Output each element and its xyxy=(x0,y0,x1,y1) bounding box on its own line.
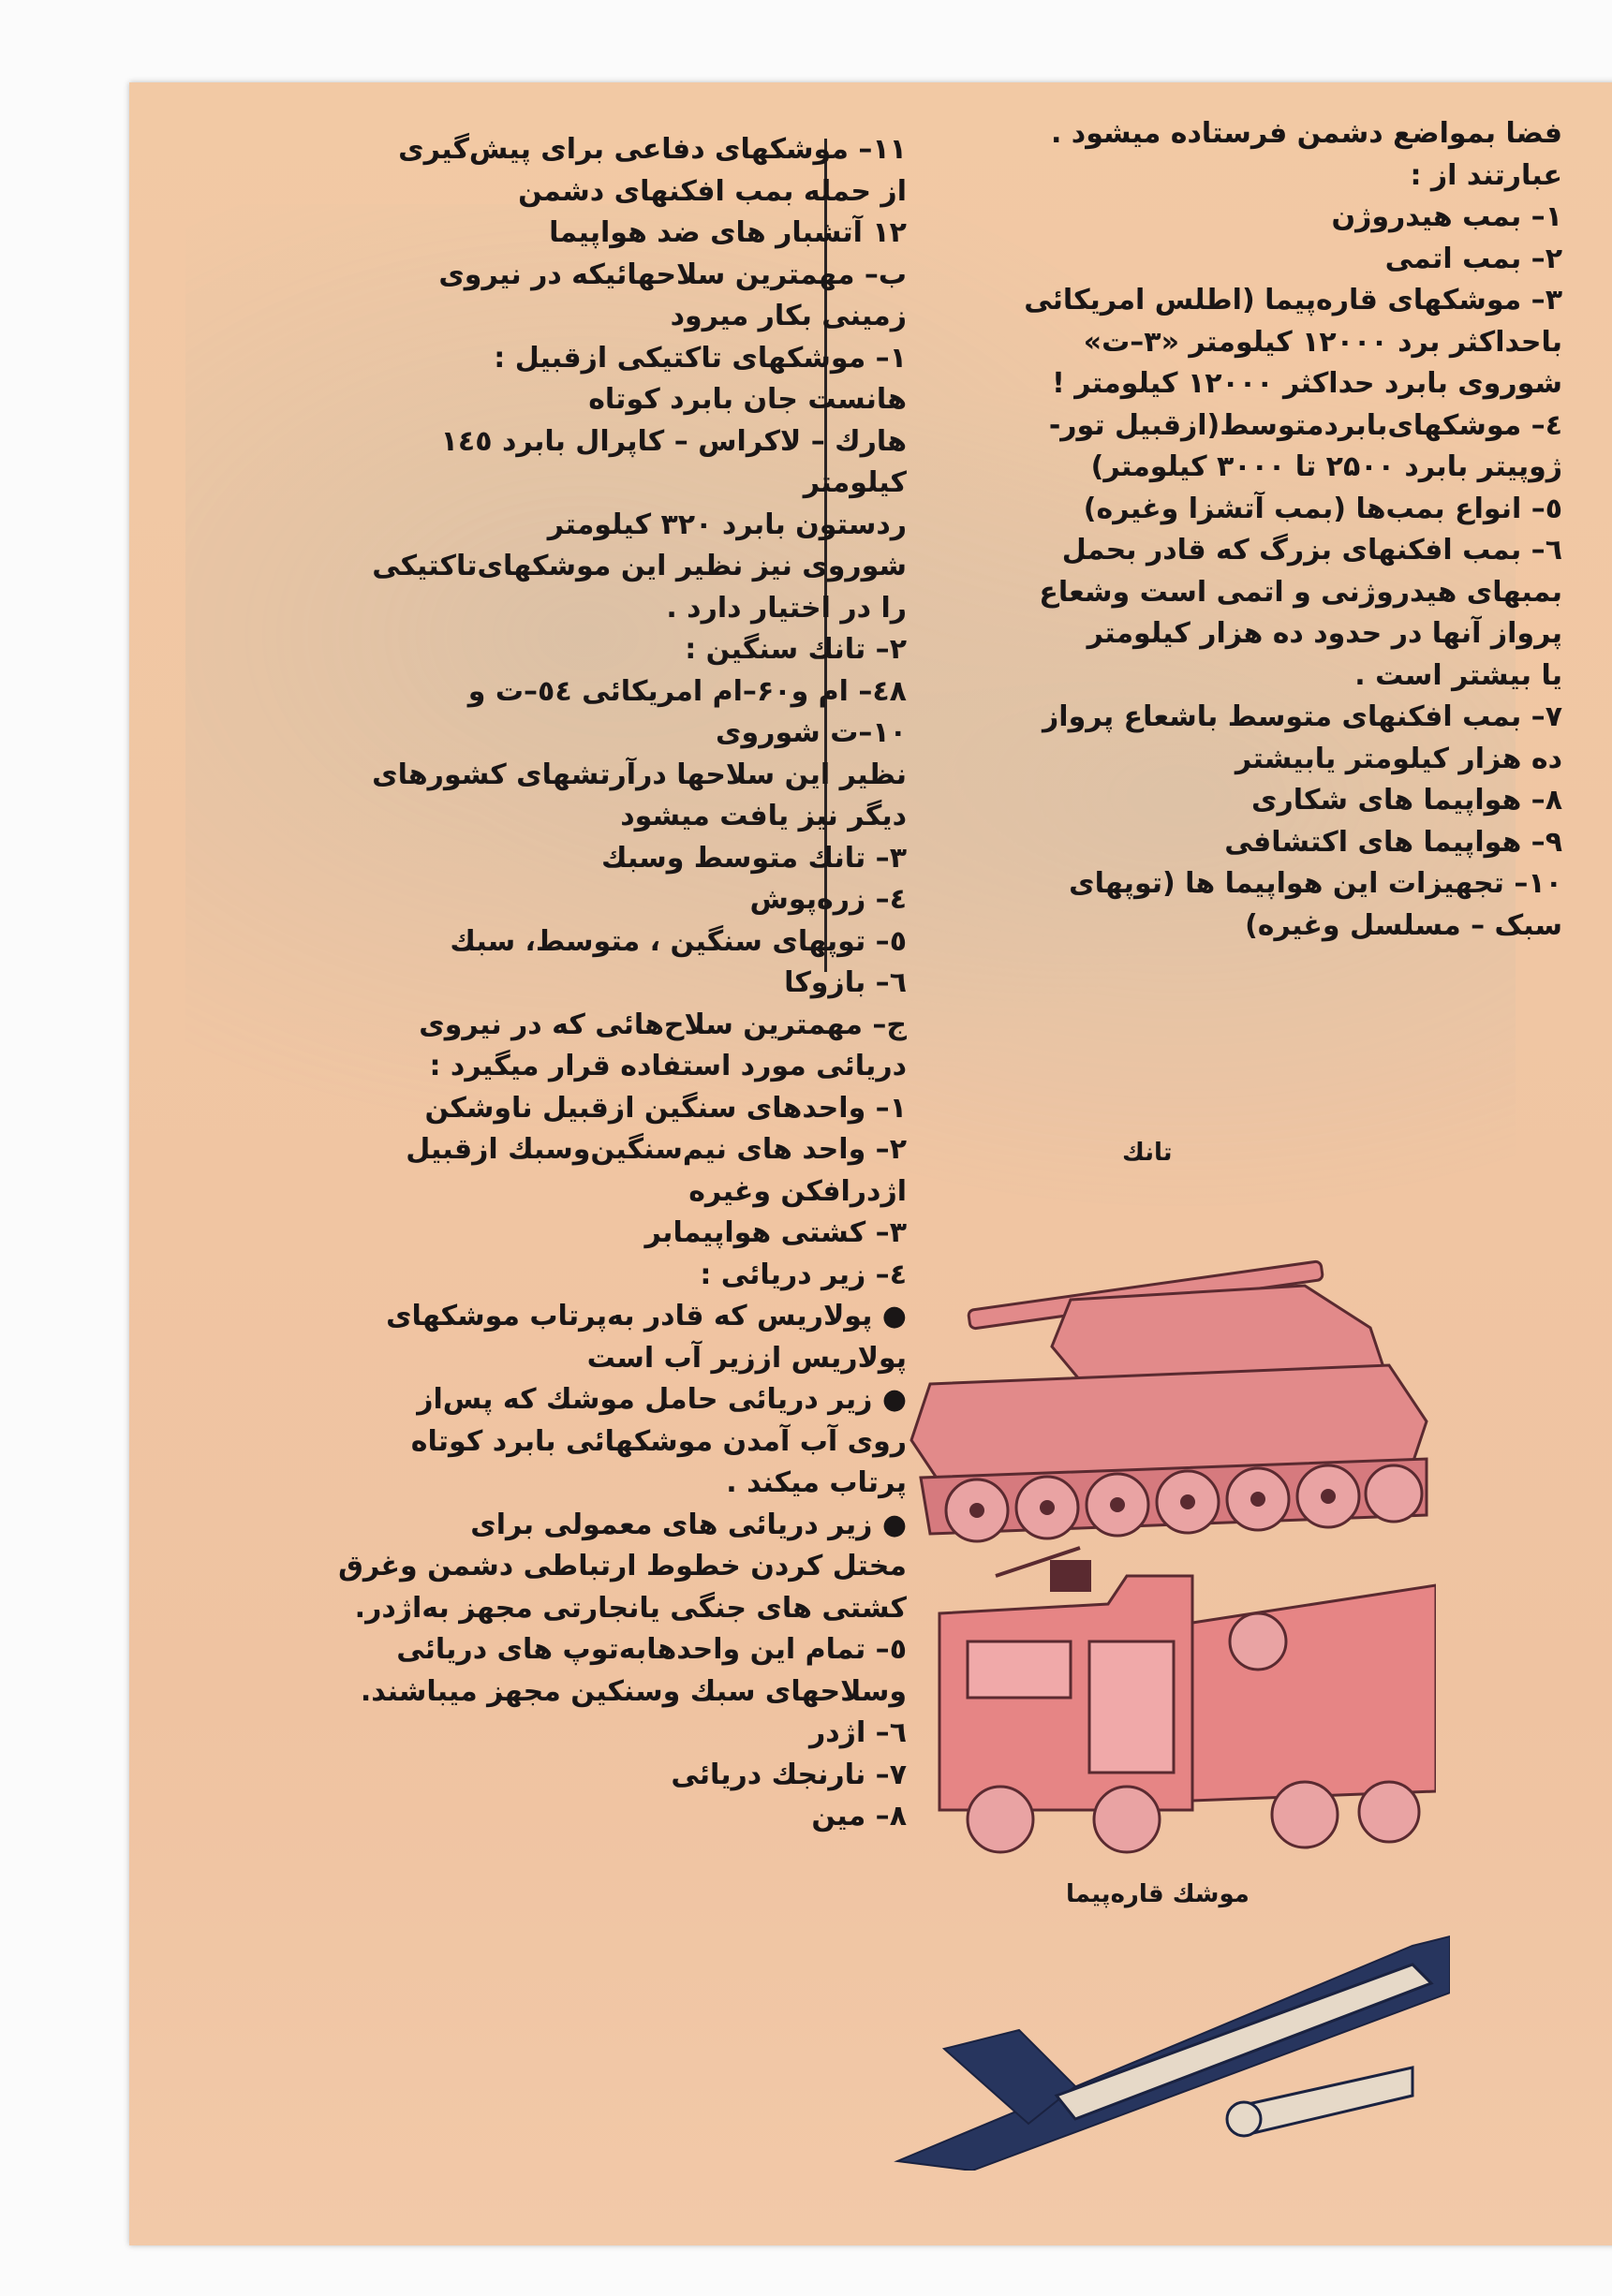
text-line: ۱– بمب هیدروژن xyxy=(1331,200,1562,233)
text-line: ۲– واحد های نیم‌سنگین‌وسبك ازقبیل xyxy=(406,1133,907,1166)
text-line: را در اختیار دارد . xyxy=(666,591,907,625)
right-text-column xyxy=(869,113,1562,947)
text-line: هانست جان بابرد کوتاه xyxy=(588,383,907,416)
text-line: پولاریس اززیر آب است xyxy=(586,1341,907,1375)
text-line: نظیر این سلاحها درآرتشهای کشورهای xyxy=(372,758,907,791)
text-line: ژوپیتر بابرد ۲۵۰۰ تا ۳۰۰۰ کیلومتر) xyxy=(1090,450,1562,483)
text-line: اژدرافکن وغیره xyxy=(688,1174,907,1208)
text-line: شوروی نیز نظیر این موشکهای‌تاکتیکی xyxy=(372,550,907,582)
text-line: ٤– زره‌پوش xyxy=(749,883,907,916)
text-line: ۷– نارنجك دریائی xyxy=(671,1758,907,1791)
text-line: ۱۰– تجهیزات این هواپیما ها (توپهای xyxy=(1069,867,1562,900)
text-line: دیگر نیز یافت میشود xyxy=(620,800,907,832)
text-line: روی آب آمدن موشکهائی بابرد کوتاه xyxy=(410,1424,907,1458)
text-line: بمبهای هیدروژنی و اتمی است وشعاع xyxy=(1039,575,1562,609)
text-line: ۳– موشکهای قاره‌پیما (اطلس امریکائی xyxy=(1024,284,1562,316)
text-line: کیلومتر xyxy=(803,466,907,499)
left-text-column xyxy=(214,129,907,1838)
text-line: هارك – لاکراس – کاپرال بابرد ۱٤٥ xyxy=(440,424,907,458)
text-line: دریائی مورد استفاده قرار میگیرد : xyxy=(429,1050,907,1082)
text-line: ● زیر دریائی حامل موشك که پس‌از xyxy=(417,1383,907,1416)
text-line: ٦– بمب افکنهای بزرگ که قادر بحمل xyxy=(1061,534,1562,567)
missile-launcher-truck-illustration xyxy=(911,1538,1436,1857)
text-line: ج– مهمترین سلاح‌هائی که در نیروی xyxy=(419,1008,907,1041)
text-line: از حمله بمب افکنهای دشمن xyxy=(518,174,907,208)
text-line: ٦– اژدر xyxy=(809,1716,907,1749)
text-line: پرتاب میکند . xyxy=(726,1466,907,1499)
text-line: ٤– زیر دریائی : xyxy=(700,1258,907,1291)
text-line: مختل کردن خطوط ارتباطی دشمن وغرق xyxy=(338,1550,907,1582)
text-line: پرواز آنها در حدود ده هزار کیلومتر xyxy=(1087,617,1562,650)
text-line: ۱– موشکهای تاکتیکی ازقبیل : xyxy=(494,341,907,375)
text-line: ٦– بازوکا xyxy=(784,966,907,999)
text-line: ب– مهمترین سلاحهائیکه در نیروی xyxy=(438,258,907,291)
text-line: ۳– تانك متوسط وسبك xyxy=(601,841,907,875)
text-line: عبارتند از : xyxy=(1410,158,1562,192)
text-line: ٤۸– ام و۶۰–ام امریکائی ٥٤–ت و xyxy=(467,674,907,708)
text-line: سبک – مسلسل وغیره) xyxy=(1245,908,1562,942)
text-line: ٥– توپهای سنگین ، متوسط، سبك xyxy=(450,924,907,958)
text-line: ۲– بمب اتمی xyxy=(1384,242,1562,275)
text-line: ۱۱– موشکهای دفاعی برای پیش‌گیری xyxy=(398,133,907,166)
text-line: یا بیشتر است . xyxy=(1354,658,1562,692)
text-line: ۱– واحدهای سنگین ازقبیل ناوشکن xyxy=(424,1091,907,1125)
text-line: وسلاحهای سبك وسنکین مجهز میباشند. xyxy=(360,1674,907,1708)
missile-caption: موشك قاره‌پیما xyxy=(1066,1880,1250,1908)
text-line: ۹– هواپیما های اکتشافی xyxy=(1224,825,1562,859)
text-line: ● پولاریس که قادر به‌پرتاب موشکهای xyxy=(386,1300,907,1332)
text-line: ● زیر دریائی های معمولی برای xyxy=(470,1508,907,1541)
text-line: باحداکثر برد ۱۲۰۰۰ کیلومتر «۳–ت» xyxy=(1083,325,1562,359)
text-line: ٥– انواع بمب‌ها (بمب آتشزا وغیره) xyxy=(1083,492,1562,525)
text-line: ۸– مین xyxy=(811,1800,907,1832)
intercontinental-missile-illustration xyxy=(888,1908,1450,2171)
text-line: ردستون بابرد ۳۲۰ کیلومتر xyxy=(547,508,907,541)
text-line: فضا بمواضع دشمن فرستاده میشود . xyxy=(1050,117,1562,150)
text-line: ٥– تمام این واحدهابه‌توپ های دریائی xyxy=(396,1633,907,1666)
text-line: شوروی بابرد حداکثر ۱۲۰۰۰ کیلومتر ! xyxy=(1052,367,1562,400)
text-line: ۱۲ آتشبار های ضد هواپیما xyxy=(549,216,907,249)
tank-caption: تانك xyxy=(1122,1139,1173,1167)
text-line: ده هزار کیلومتر یابیشتر xyxy=(1235,742,1562,775)
text-line: ٤– موشکهای‌بابردمتوسط(ازقبیل تور- xyxy=(1048,408,1562,442)
magazine-page xyxy=(129,82,1612,2245)
text-line: زمینی بکار میرود xyxy=(670,300,907,332)
text-line: ۷– بمب افکنهای متوسط باشعاع پرواز xyxy=(1043,700,1562,733)
text-line: ۸– هواپیما های شکاری xyxy=(1251,784,1562,817)
text-line: ۲– تانك سنگین : xyxy=(685,633,907,666)
text-line: کشتی های جنگی یانجارتی مجهز به‌اژدر. xyxy=(354,1591,907,1625)
text-line: ۱۰–ت شوروی xyxy=(716,716,907,749)
text-line: ۳– کشتی هواپیمابر xyxy=(644,1216,907,1249)
